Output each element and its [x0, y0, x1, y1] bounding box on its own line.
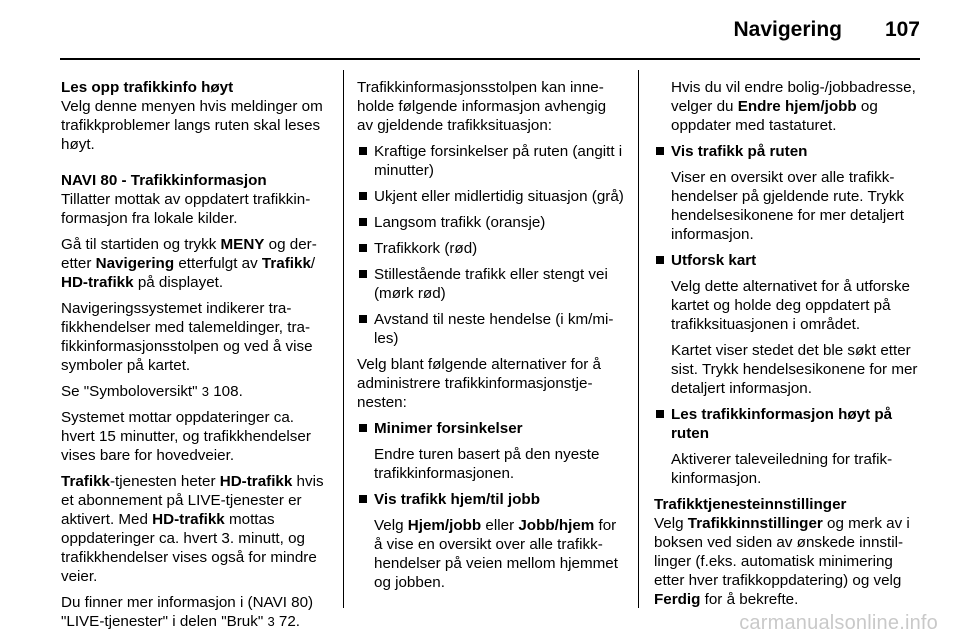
- bullet-icon: [359, 218, 367, 226]
- bullet-icon: [656, 147, 664, 155]
- text: Gå til startiden og trykk: [61, 236, 221, 253]
- paragraph: [61, 593, 329, 631]
- bold-term: HD-trafikk: [152, 511, 225, 528]
- bullet-icon: [656, 410, 664, 418]
- bold-term: HD-trafikk: [61, 274, 134, 291]
- paragraph: Systemet mottar oppdateringer ca. hvert 15 minutter, og trafikkhendelser vises bare for hovedveier.: [61, 409, 311, 464]
- list-item-text: Kraftige forsinkelser på ruten (angitt i minutter): [374, 143, 623, 179]
- section-text: Tillatter mottak av oppdatert trafikkinformasjon fra lokale kilder.: [61, 191, 311, 227]
- list-item: [357, 310, 625, 348]
- option-item: [654, 142, 922, 161]
- bold-term: Trafikk: [261, 255, 311, 272]
- list-item-text: Ukjent eller midlertidig situasjon (grå): [374, 188, 624, 205]
- paragraph: Navigeringssystemet indikerer trafikkhendelser med talemeldinger, trafikkinformasjonsstolpen og ved å vise symboler på kartet.: [61, 300, 313, 374]
- option-item: [357, 490, 625, 509]
- paragraph: Velg blant følgende alternativer for å administrere trafikkinformasjonstjenesten:: [357, 356, 601, 411]
- text: og merk av i boksen ved siden av ønskede innstillinger (f.eks. automatisk minimering etter hver trafikkoppdatering) og velg: [654, 515, 910, 589]
- bullet-icon: [359, 495, 367, 503]
- bold-term: Hjem/jobb: [407, 517, 482, 534]
- bold-term: Navigering: [95, 255, 175, 272]
- list-item-text: Trafikkork (rød): [374, 240, 478, 257]
- text: -tjenesten heter: [109, 473, 220, 490]
- list-item: [357, 213, 625, 232]
- option-description: Viser en oversikt over alle trafikkhendelser på gjeldende rute. Trykk hendelsesikonene for mer detaljert informasjon.: [671, 169, 905, 243]
- section-heading: Les opp trafikkinfo høyt: [61, 79, 234, 96]
- bold-term: Trafikkinnstillinger: [687, 515, 823, 532]
- bold-term: Ferdig: [654, 591, 701, 608]
- bold-term: Trafikktjenesteinnstillinger: [654, 496, 847, 513]
- option-title: Vis trafikk hjem/til jobb: [374, 491, 540, 508]
- text: hvis et abonnement på LIVE-tjenester er aktivert. Med: [61, 473, 324, 528]
- bullet-icon: [656, 256, 664, 264]
- bold-term: Endre hjem/jobb: [737, 98, 857, 115]
- option-title: Minimer forsinkelser: [374, 420, 523, 437]
- option-description: Endre turen basert på den nyeste trafikkinformasjonen.: [374, 446, 600, 482]
- text: 108.: [209, 383, 243, 400]
- section-heading: [654, 495, 922, 514]
- option-description: [357, 516, 625, 592]
- list-item-text: Avstand til neste hendelse (i km/miles): [374, 311, 614, 347]
- list-item: [357, 265, 625, 303]
- header-rule: [60, 58, 920, 60]
- section-text: Velg denne menyen hvis meldinger om trafikkproblemer langs ruten skal leses høyt.: [61, 98, 323, 153]
- option-title: Vis trafikk på ruten: [671, 143, 808, 160]
- list-item-text: Langsom trafikk (oransje): [374, 214, 546, 231]
- paragraph: [61, 472, 329, 586]
- section-read-traffic: [61, 78, 329, 154]
- bold-term: HD-trafikk: [219, 473, 293, 490]
- watermark: carmanualsonline.info: [739, 612, 938, 634]
- section-navi80-traffic: [61, 171, 329, 228]
- text: og deretter: [61, 236, 317, 272]
- paragraph: [61, 382, 329, 401]
- text: for å bekrefte.: [700, 591, 799, 608]
- text: /: [310, 255, 316, 272]
- text: Du finner mer informasjon i (NAVI 80) "LIVE-tjenester" i delen "Bruk": [61, 594, 314, 630]
- list-item-text: Stillestående trafikk eller stengt vei (mørk rød): [374, 266, 608, 302]
- paragraph: [654, 514, 922, 609]
- list-item: [357, 187, 625, 206]
- list-item: [357, 142, 625, 180]
- paragraph: Trafikkinformasjonsstolpen kan inneholde følgende informasjon avhengig av gjeldende trafikksituasjon:: [357, 79, 607, 134]
- column-2: [357, 78, 625, 599]
- bullet-icon: [359, 244, 367, 252]
- page-reference-icon: 3: [267, 614, 275, 629]
- column-divider-1: [343, 70, 344, 608]
- bullet-icon: [359, 147, 367, 155]
- paragraph: [61, 235, 329, 292]
- text: Se "Symboloversikt": [61, 383, 202, 400]
- page-title: Navigering: [733, 18, 842, 41]
- option-title: Les trafikkinformasjon høyt på ruten: [671, 406, 893, 442]
- bullet-icon: [359, 270, 367, 278]
- option-description: Velg dette alternativet for å utforske kartet og holde deg oppdatert på trafikksituasjonen i området.: [671, 278, 910, 333]
- column-divider-2: [638, 70, 639, 608]
- text: for å vise en oversikt over alle trafikkhendelser på veien mellom hjemmet og jobben.: [374, 517, 618, 591]
- page-number: 107: [884, 18, 920, 41]
- bullet-icon: [359, 192, 367, 200]
- text: mottas oppdateringer ca. hvert 3. minutt, og trafikkhendelser vises også for mindre veier.: [61, 511, 317, 585]
- option-description: Kartet viser stedet det ble søkt etter sist. Trykk hendelsesikonene for mer detaljert informasjon.: [671, 342, 918, 397]
- option-title: Utforsk kart: [671, 252, 757, 269]
- option-item: [654, 405, 922, 443]
- bullet-icon: [359, 424, 367, 432]
- bold-term: MENY: [220, 236, 265, 253]
- option-description: [654, 78, 922, 135]
- option-description: Aktiverer taleveiledning for trafikkinformasjon.: [671, 451, 893, 487]
- text: og oppdater med tastaturet.: [671, 98, 878, 134]
- bullet-icon: [359, 315, 367, 323]
- page-reference-icon: 3: [201, 384, 210, 399]
- text: Hvis du vil endre bolig-/jobbadresse, velger du: [671, 79, 916, 115]
- text: Velg: [654, 515, 688, 532]
- option-item: [357, 419, 625, 438]
- column-3: [654, 78, 922, 616]
- text: på displayet.: [133, 274, 224, 291]
- option-item: [654, 251, 922, 270]
- column-1: [61, 78, 329, 638]
- text: Velg: [374, 517, 408, 534]
- bold-term: Jobb/hjem: [518, 517, 595, 534]
- text: 72.: [274, 613, 301, 630]
- section-heading: NAVI 80 - Trafikkinformasjon: [61, 172, 267, 189]
- bold-term: Trafikk: [61, 473, 110, 490]
- list-item: [357, 239, 625, 258]
- text: eller: [481, 517, 519, 534]
- text: etterfulgt av: [174, 255, 262, 272]
